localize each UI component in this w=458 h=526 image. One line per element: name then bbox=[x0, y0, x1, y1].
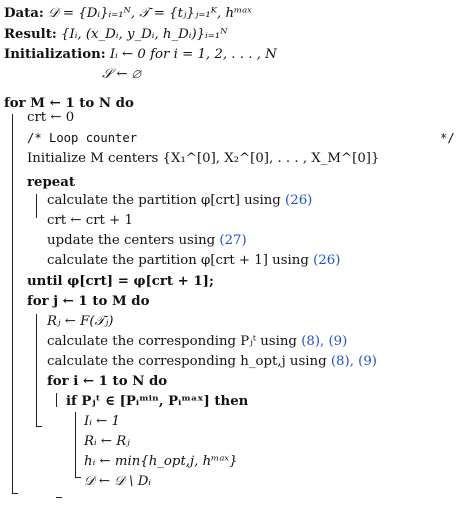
init-text-1: Iᵢ ← 0 for i = 1, 2, . . . , N bbox=[109, 47, 277, 62]
calc-partition-b-text: calculate the partition φ[crt + 1] using bbox=[47, 253, 314, 268]
init-text-2: 𝒮 ← ∅ bbox=[102, 67, 141, 82]
hi-assign-line: hᵢ ← min{h_opt,j, hᵐᵃˣ} bbox=[84, 454, 238, 469]
for-i-block-foot bbox=[56, 497, 62, 498]
data-label: Data: bbox=[4, 6, 44, 21]
init-centers-line: Initialize M centers {X₁^[0], X₂^[0], . . . , X_M^[0]} bbox=[27, 151, 380, 166]
init-label: Initialization: bbox=[4, 47, 106, 62]
rj-line: Rⱼ ← F(𝒯ⱼ) bbox=[47, 314, 114, 329]
calc-hopt-text: calculate the corresponding h_opt,j using bbox=[47, 354, 331, 369]
update-centers-text: update the centers using bbox=[47, 233, 220, 248]
if-pjt-block-foot bbox=[75, 477, 81, 478]
loop-comment: /* Loop counter bbox=[27, 131, 138, 145]
if-pjt-line: if Pⱼᵗ ∈ [Pᵢᵐⁱⁿ, Pᵢᵐᵃˣ] then bbox=[66, 394, 249, 409]
loop-comment-end: */ bbox=[440, 131, 455, 145]
repeat-line: repeat bbox=[27, 175, 75, 190]
eq26-link-b[interactable]: (26) bbox=[313, 253, 341, 268]
calc-partition-a-text: calculate the partition φ[crt] using bbox=[47, 193, 286, 208]
result-label: Result: bbox=[4, 27, 57, 42]
ii-assign-line: Iᵢ ← 1 bbox=[84, 414, 120, 429]
data-text: 𝒟 = {Dᵢ}ᵢ₌₁ᴺ, 𝒯 = {tⱼ}ⱼ₌₁ᴷ, hᵐᵃˣ bbox=[48, 6, 252, 21]
calc-pjt-text: calculate the corresponding Pⱼᵗ using bbox=[47, 334, 302, 349]
eq8-9-link-a[interactable]: (8), (9) bbox=[301, 334, 348, 349]
eq26-link-a[interactable]: (26) bbox=[285, 193, 313, 208]
for-j-line: for j ← 1 to M do bbox=[27, 294, 150, 309]
d-minus-line: 𝒟 ← 𝒟 \ Dᵢ bbox=[84, 474, 152, 489]
crt-increment-line: crt ← crt + 1 bbox=[47, 213, 133, 228]
crt-init-line: crt ← 0 bbox=[27, 110, 75, 125]
eq8-9-link-b[interactable]: (8), (9) bbox=[330, 354, 377, 369]
for-m-line: for M ← 1 to N do bbox=[4, 96, 134, 111]
eq27-link[interactable]: (27) bbox=[219, 233, 247, 248]
result-text: {Iᵢ, (x_Dᵢ, y_Dᵢ, h_Dᵢ)}ᵢ₌₁ᴺ bbox=[61, 27, 228, 42]
until-text: until φ[crt] = φ[crt + 1]; bbox=[27, 274, 214, 289]
ri-assign-line: Rᵢ ← Rⱼ bbox=[84, 434, 130, 449]
if-pjt-block-bar bbox=[75, 412, 76, 478]
for-i-line: for i ← 1 to N do bbox=[47, 374, 168, 389]
